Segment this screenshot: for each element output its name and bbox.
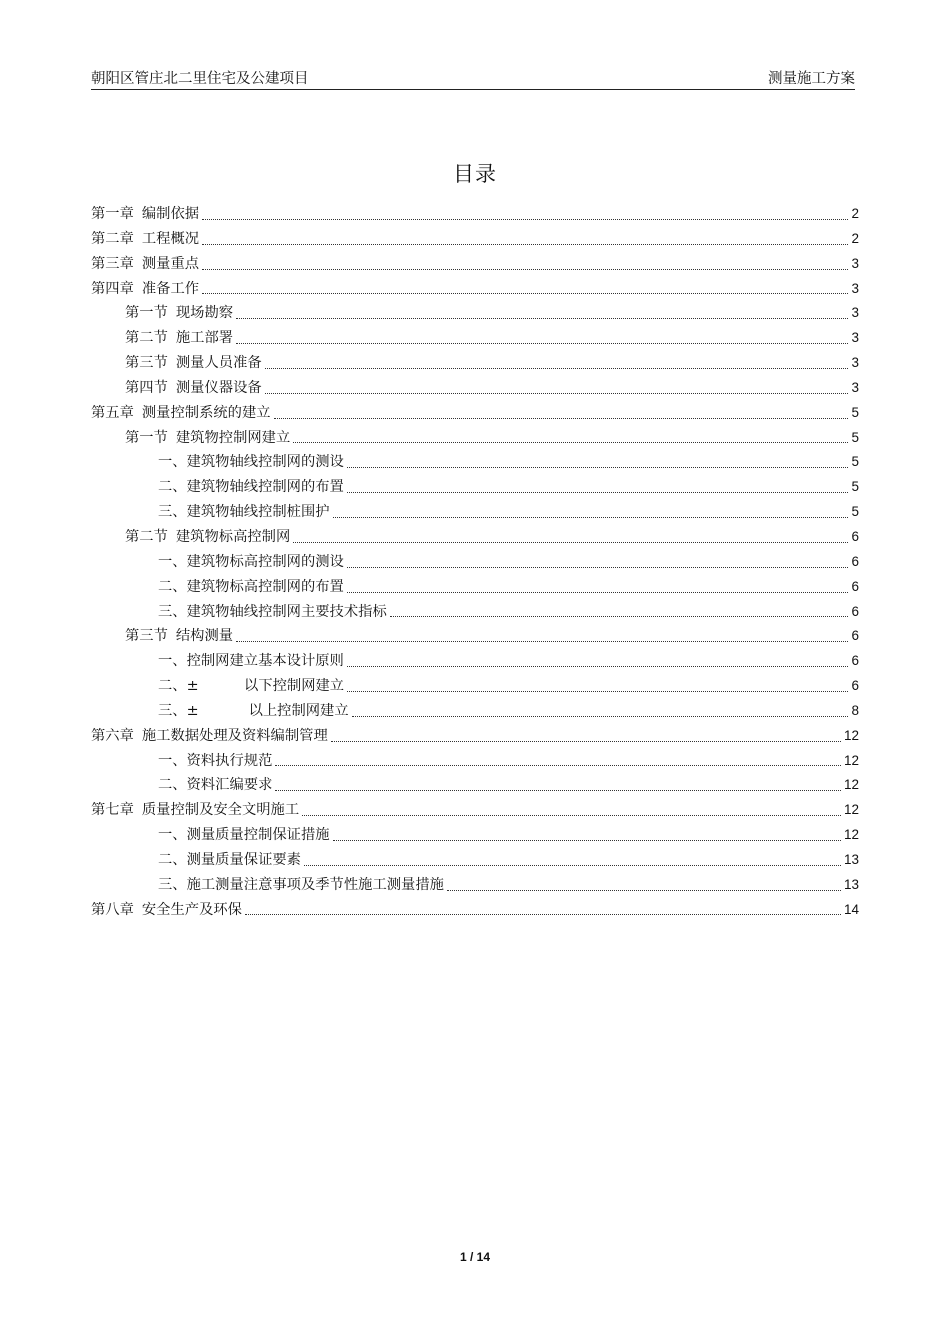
toc-entry-title: 二、资料汇编要求 [158,777,273,794]
toc-entry[interactable] [91,401,859,426]
toc-entry[interactable] [91,873,859,898]
toc-dot-leader [236,318,848,319]
toc-entry-page: 3 [851,255,859,271]
toc-entry-title: 安全生产及环保 [141,901,242,918]
toc-dot-leader [202,293,848,294]
toc-entry-title: 二、建筑物标高控制网的布置 [158,578,344,595]
toc-dot-leader [347,567,848,568]
toc-entry-page: 6 [851,678,859,694]
toc-entry-title: 一、资料执行规范 [158,752,273,769]
toc-entry-title: 三、施工测量注意事项及季节性施工测量措施 [158,876,444,893]
toc-entry-title: 结构测量 [175,628,234,645]
toc-entry[interactable] [91,450,859,475]
toc-dot-leader [302,815,841,816]
toc-entry[interactable] [91,898,859,923]
toc-entry-label [91,898,242,923]
toc-entry-number: 第四章 [91,280,134,297]
toc-entry-label [91,277,199,302]
toc-entry-label [158,450,344,475]
toc-entry[interactable] [91,699,859,724]
toc-entry-number: 第五章 [91,404,134,421]
toc-entry-title: 质量控制及安全文明施工 [141,802,300,819]
toc-entry-title: 现场勘察 [175,305,234,322]
toc-dot-leader [265,393,848,394]
toc-entry-label [91,202,199,227]
toc-entry-title: 编制依据 [141,206,200,222]
toc-entry[interactable] [91,575,859,600]
toc-entry-page: 5 [851,429,859,445]
toc-entry-label [158,773,272,798]
toc-entry-title: 施工部署 [175,330,234,347]
toc-dot-leader [293,542,848,543]
toc-entry[interactable] [91,798,859,823]
toc-entry-title: 建筑物控制网建立 [175,429,291,446]
toc-entry-number: 第三章 [91,255,134,272]
toc-entry-title: 二、测量质量保证要素 [158,851,301,868]
toc-dot-leader [304,865,841,866]
toc-entry-page: 2 [851,206,859,221]
toc-entry-page: 3 [851,330,859,346]
toc-entry-page: 12 [843,727,859,743]
toc-entry[interactable] [91,823,859,848]
toc-entry-page: 3 [851,305,859,321]
toc-dot-leader [265,368,848,369]
running-header [91,70,855,90]
toc-dot-leader [202,269,848,270]
toc-entry-label [125,624,233,649]
toc-entry[interactable] [91,749,859,774]
toc-entry-label [158,575,344,600]
toc-entry-title: 三、± 以上控制网建立 [158,702,349,719]
toc-dot-leader [275,765,841,766]
toc-entry-page: 5 [851,454,859,470]
toc-entry-label [125,351,262,376]
page-number: 1 / 14 [459,1250,491,1264]
toc-entry-label [158,475,344,500]
toc-entry[interactable] [91,326,859,351]
toc-dot-leader [245,914,841,915]
page-title: 目录 [453,162,497,186]
toc-entry-number: 第八章 [91,901,134,918]
toc-entry-label [158,823,330,848]
toc-entry-page: 12 [843,777,859,793]
toc-entry[interactable] [91,426,859,451]
header-project-name: 朝阳区管庄北二里住宅及公建项目 [91,71,309,87]
toc-entry-title: 测量仪器设备 [175,379,262,396]
toc-entry-label [158,500,330,525]
toc-entry[interactable] [91,500,859,525]
toc-entry-label [158,600,387,625]
toc-entry-label [125,426,290,451]
toc-entry-page: 6 [851,578,859,594]
toc-entry-page: 12 [843,752,859,768]
toc-entry-page: 8 [851,702,859,718]
toc-entry-label [91,252,199,277]
toc-entry-page: 6 [851,553,859,569]
toc-entry[interactable] [91,600,859,625]
toc-dot-leader [347,592,848,593]
toc-dot-leader [274,418,848,419]
toc-entry[interactable] [91,376,859,401]
toc-entry[interactable] [91,252,859,277]
toc-entry-label [158,649,344,674]
toc-entry-page: 6 [851,528,859,544]
toc-entry-number: 第七章 [91,802,134,819]
toc-entry-label [91,724,328,749]
table-of-contents [91,202,859,922]
toc-dot-leader [236,641,848,642]
toc-entry[interactable] [91,525,859,550]
toc-entry-number: 第六章 [91,727,134,744]
toc-entry-page: 2 [851,230,859,246]
toc-entry-page: 6 [851,603,859,619]
toc-entry-page: 5 [851,404,859,420]
toc-entry-label [158,873,444,898]
toc-dot-leader [202,244,848,245]
toc-entry-label [158,550,344,575]
toc-dot-leader [293,442,848,443]
toc-entry-label [158,674,344,699]
toc-entry-number: 第四节 [125,379,168,396]
toc-entry-label [158,848,301,873]
toc-entry[interactable] [91,649,859,674]
toc-entry-page: 3 [851,280,859,296]
toc-dot-leader [347,467,848,468]
toc-dot-leader [347,666,848,667]
toc-entry-title: 三、建筑物轴线控制网主要技术指标 [158,603,387,620]
toc-entry-label [158,749,272,774]
toc-entry-title: 工程概况 [141,230,200,247]
toc-dot-leader [390,616,848,617]
toc-dot-leader [333,517,848,518]
toc-dot-leader [275,790,841,791]
toc-entry-title: 施工数据处理及资料编制管理 [141,727,328,744]
toc-entry[interactable] [91,550,859,575]
toc-dot-leader [236,343,848,344]
toc-dot-leader [347,691,848,692]
toc-entry-title: 建筑物标高控制网 [175,528,291,545]
toc-entry-label [91,227,199,252]
toc-entry-label [125,376,262,401]
toc-entry-page: 5 [851,504,859,520]
toc-entry[interactable] [91,301,859,326]
toc-entry[interactable] [91,227,859,252]
toc-entry-page: 12 [843,802,859,818]
toc-entry-title: 一、测量质量控制保证措施 [158,827,330,844]
toc-entry-label [125,301,233,326]
toc-dot-leader [333,840,841,841]
toc-entry-page: 6 [851,628,859,644]
toc-dot-leader [447,890,841,891]
toc-entry-number: 第二节 [125,330,168,347]
toc-entry[interactable] [91,724,859,749]
toc-entry-page: 6 [851,653,859,669]
toc-entry-title: 测量人员准备 [175,355,262,372]
toc-entry-title: 一、建筑物标高控制网的测设 [158,553,344,570]
toc-entry-label [158,699,349,724]
toc-entry[interactable] [91,773,859,798]
toc-entry-title: 一、建筑物轴线控制网的测设 [158,454,344,471]
toc-entry-title: 准备工作 [141,280,200,297]
toc-entry-title: 三、建筑物轴线控制桩围护 [158,504,330,521]
toc-entry-number: 第二节 [125,528,168,545]
toc-dot-leader [352,716,848,717]
toc-entry[interactable] [91,848,859,873]
toc-entry-label [125,326,233,351]
toc-entry[interactable] [91,624,859,649]
toc-dot-leader [202,219,848,220]
toc-entry[interactable] [91,202,859,227]
toc-entry-title: 一、控制网建立基本设计原则 [158,653,344,670]
toc-entry[interactable] [91,674,859,699]
toc-entry[interactable] [91,351,859,376]
toc-entry[interactable] [91,475,859,500]
toc-dot-leader [331,741,841,742]
header-document-title: 测量施工方案 [768,71,855,87]
toc-entry-number: 第一章 [91,206,134,222]
toc-entry-number: 第三节 [125,628,168,645]
toc-entry-page: 14 [843,901,859,917]
toc-entry-number: 第一节 [125,305,168,322]
toc-entry-number: 第二章 [91,230,134,247]
toc-entry-title: 测量控制系统的建立 [141,404,271,421]
toc-entry-title: 二、± 以下控制网建立 [158,678,345,695]
toc-entry-number: 第一节 [125,429,168,446]
toc-entry-number: 第三节 [125,355,168,372]
toc-entry-page: 3 [851,379,859,395]
toc-entry-label [91,798,299,823]
toc-entry-title: 测量重点 [141,255,200,272]
toc-entry-label [91,401,271,426]
toc-entry-page: 12 [843,827,859,843]
toc-dot-leader [347,492,848,493]
toc-entry-page: 13 [843,876,859,892]
toc-entry-label [125,525,290,550]
toc-entry-page: 5 [851,479,859,495]
toc-entry-page: 13 [843,851,859,867]
toc-entry-title: 二、建筑物轴线控制网的布置 [158,479,344,496]
toc-entry-page: 3 [851,355,859,371]
toc-entry[interactable] [91,277,859,302]
